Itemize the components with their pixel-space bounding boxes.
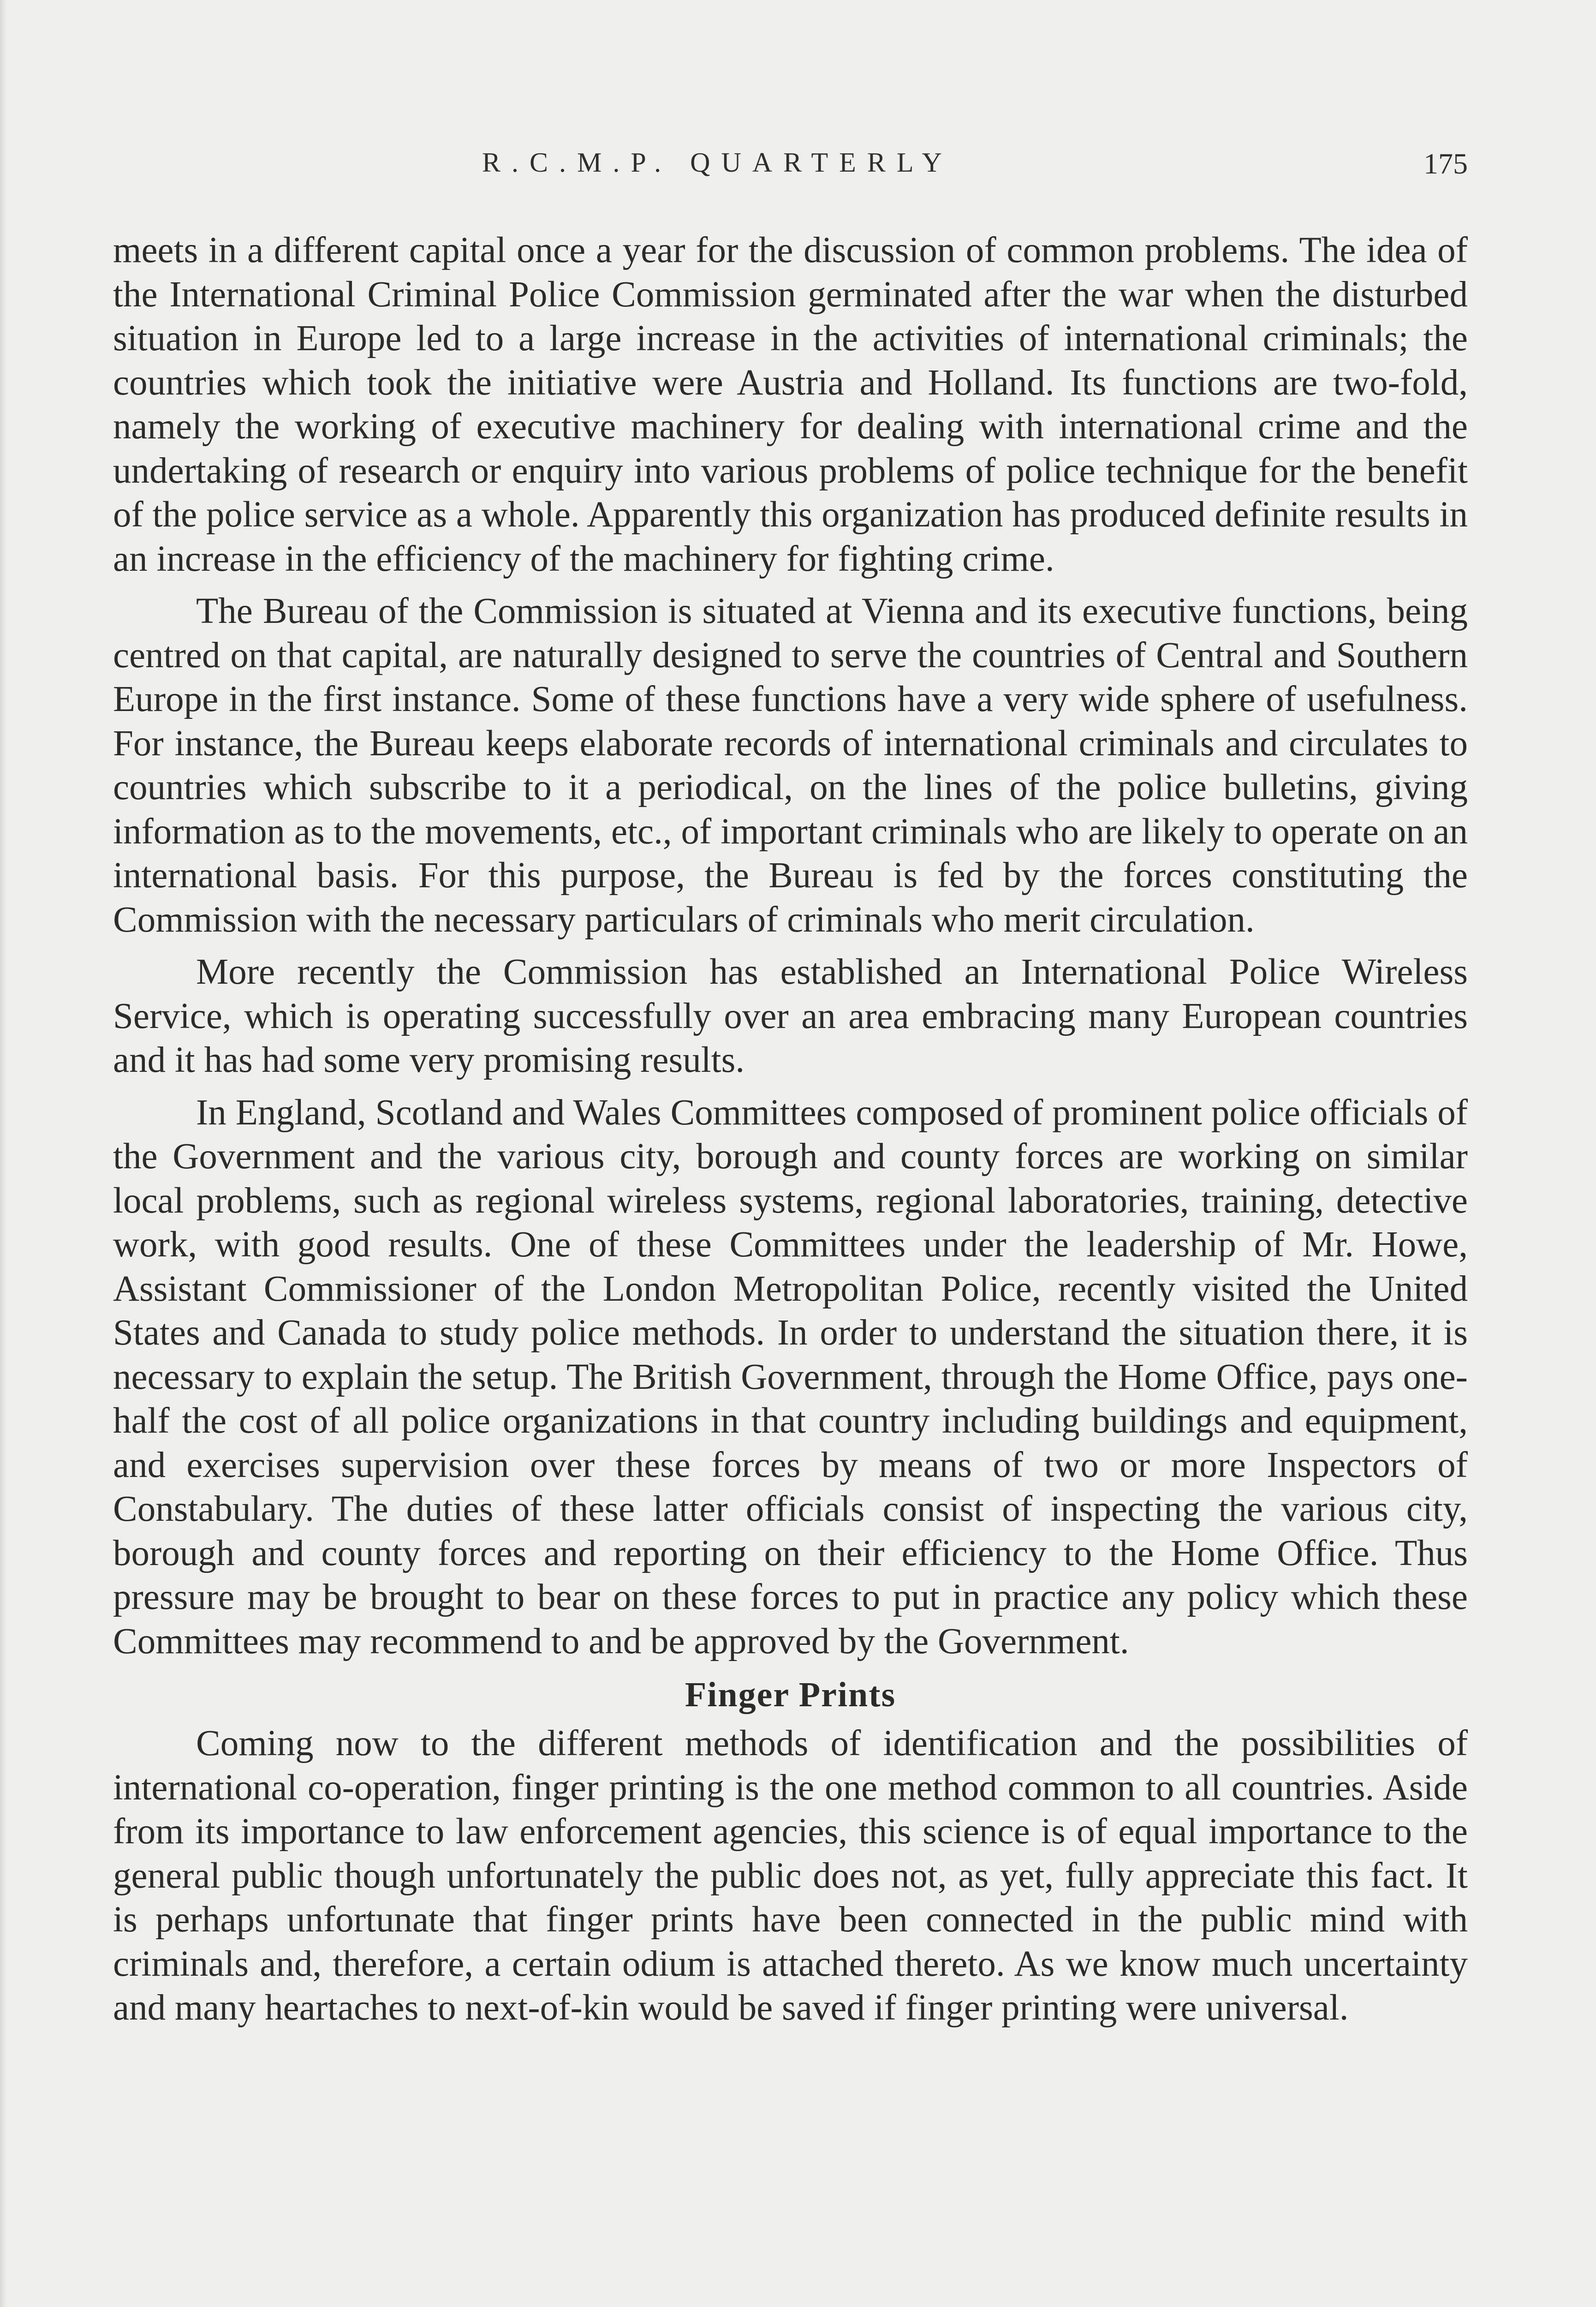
- running-head: R.C.M.P. QUARTERLY: [482, 147, 953, 178]
- paragraph-bureau: The Bureau of the Commission is situated at Vienna and its executive functions, being centred on that capital, are naturally designed to serve the countries of Central and Southern Europe in the first instance. Some of these functions have a very wide sphere of usefulness. For instance, the Bureau keeps elaborate records of international criminals and circulates to countries which subscribe to it a periodical, on the lines of the police bulletins, giving information as to the movements, etc., of important criminals who are likely to operate on an international basis. For this purpose, the Bureau is fed by the forces constituting the Commission with the necessary particulars of criminals who merit circulation.: [113, 591, 1468, 940]
- article-body: [113, 228, 1468, 2038]
- page-number: 175: [1423, 147, 1468, 180]
- page-edge-shadow: [0, 0, 6, 2307]
- paragraph-england-committees: In England, Scotland and Wales Committees composed of prominent police officials of the Government and the various city, borough and county forces are working on similar local problems, such as regional wireless systems, regional laboratories, training, detective work, with good results. One of these Committees under the leadership of Mr. Howe, Assistant Commissioner of the London Metropolitan Police, recently visited the United States and Canada to study police methods. In order to understand the situation there, it is necessary to explain the setup. The British Government, through the Home Office, pays one-half the cost of all police organizations in that country including buildings and equipment, and exercises supervision over these forces by means of two or more Inspectors of Constabulary. The duties of these latter officials consist of inspecting the various city, borough and county forces and reporting on their efficiency to the Home Office. Thus pressure may be brought to bear on these forces to put in practice any policy which these Committees may recommend to and be approved by the Government.: [113, 1092, 1468, 1662]
- paragraph-continued: meets in a different capital once a year for the discussion of common problems. The idea of the International Criminal Police Commission germinated after the war when the disturbed situation in Europe led to a large increase in the activities of international criminals; the countries which took the initiative were Austria and Holland. Its functions are two-fold, namely the working of executive machinery for dealing with international crime and the undertaking of research or enquiry into various problems of police technique for the benefit of the police service as a whole. Apparently this organization has produced definite results in an increase in the efficiency of the machinery for fighting crime.: [113, 230, 1468, 579]
- paragraph-finger-prints: Coming now to the different methods of identification and the possibilities of international co-operation, finger printing is the one method common to all countries. Aside from its importance to law enforcement agencies, this science is of equal importance to the general public though unfortunately the public does not, as yet, fully appreciate this fact. It is perhaps unfortunate that finger prints have been connected in the public mind with criminals and, therefore, a certain odium is attached thereto. As we know much uncertainty and many heartaches to next-of-kin would be saved if finger printing were universal.: [113, 1723, 1468, 2028]
- page-header: [113, 147, 1468, 188]
- paragraph-wireless-service: More recently the Commission has established an International Police Wireless Service, which is operating successfully over an area embracing many European countries and it has had some very promising results.: [113, 952, 1468, 1080]
- section-heading: Finger Prints: [685, 1675, 896, 1714]
